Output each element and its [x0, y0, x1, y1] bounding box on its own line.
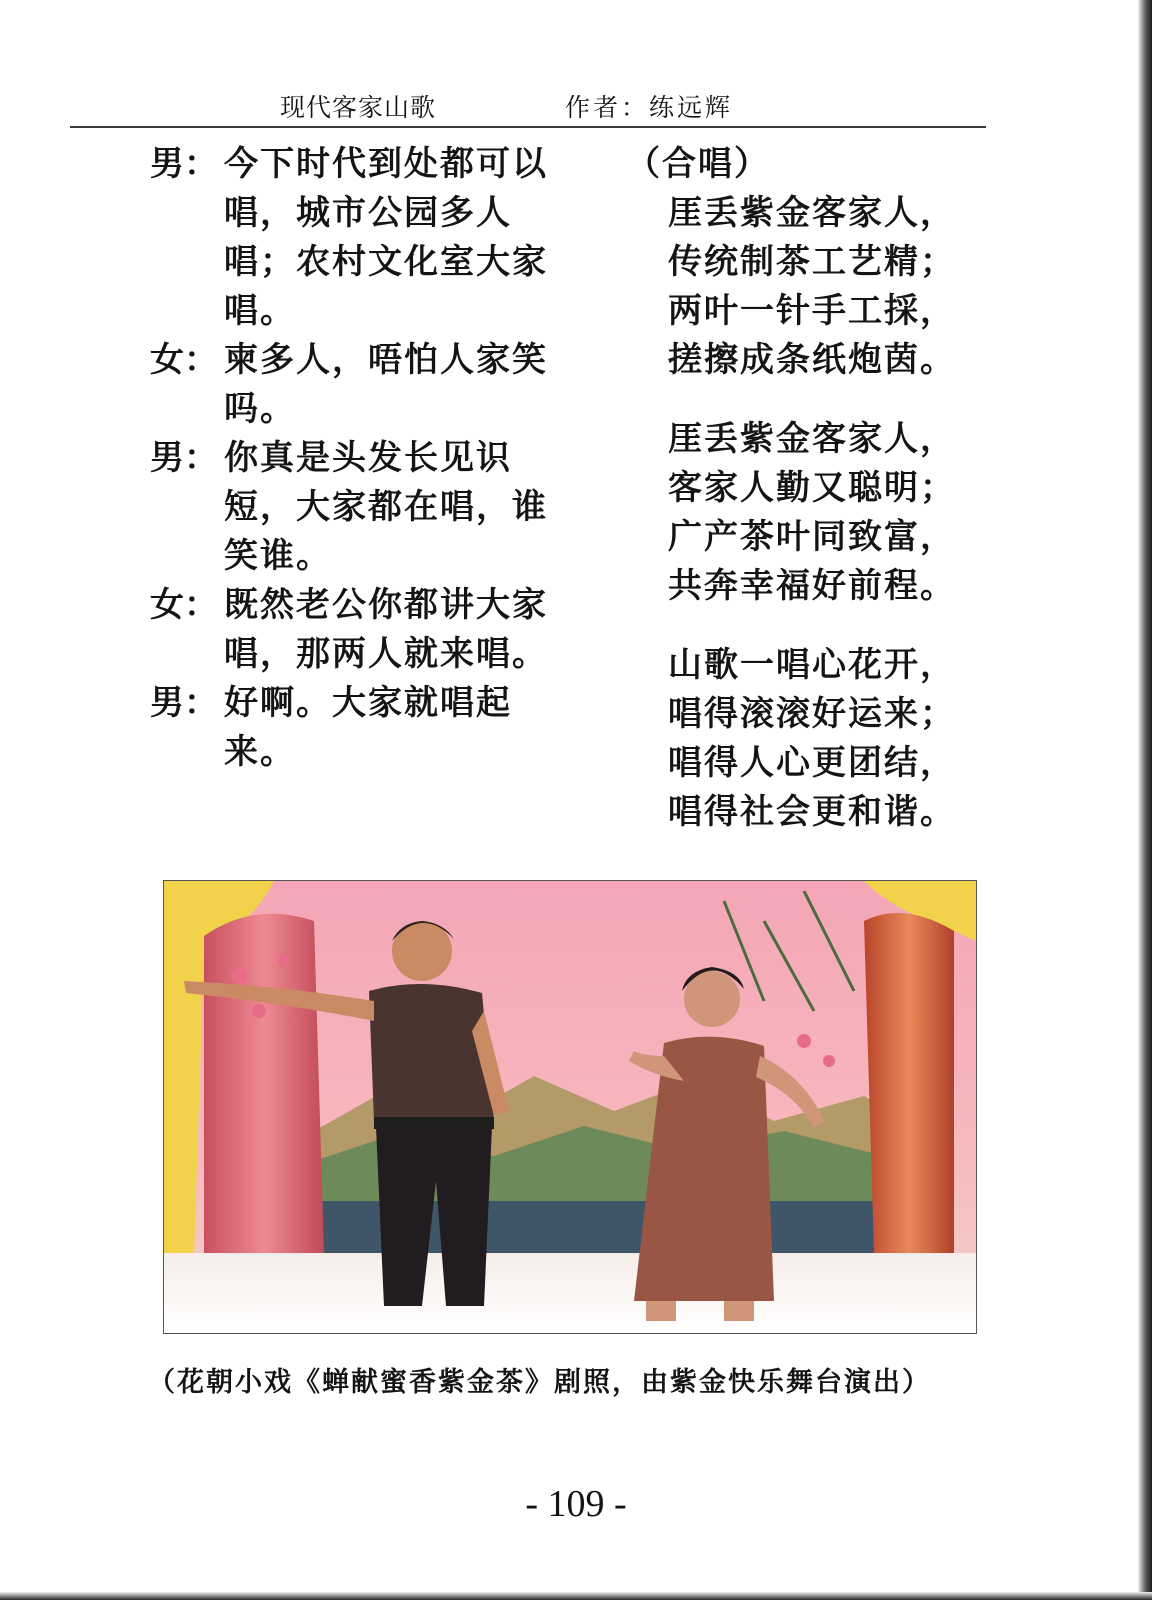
speech-text: 今下时代到处都可以唱，城市公园多人唱；农村文化室大家唱。 — [224, 144, 548, 331]
verse-line: 搓擦成条纸炮茵。 — [668, 340, 956, 380]
pink-curtain-left — [204, 914, 324, 1253]
page-number: - 109 - — [525, 1483, 627, 1525]
author-credit: 作者：练远辉 — [565, 93, 734, 122]
speech-text: 柬多人，唔怕人家笑吗。 — [224, 340, 548, 429]
stanza — [668, 189, 970, 385]
page-edge-shadow-bottom — [0, 1592, 1152, 1600]
speaker-label: 女： — [150, 585, 218, 625]
verse-line: 唱得滚滚好运来； — [668, 694, 956, 734]
verse-line: 共奔幸福好前程。 — [668, 566, 956, 606]
dialogue-line — [150, 434, 550, 581]
speaker-label: 女： — [150, 340, 218, 380]
book-title: 现代客家山歌 — [280, 93, 437, 122]
page-edge-shadow-right — [1138, 0, 1152, 1600]
speech-text: 你真是头发长见识短，大家都在唱，谁笑谁。 — [224, 438, 548, 576]
speaker-label: 男： — [150, 683, 218, 723]
verse-line: 厓丢紫金客家人， — [668, 193, 956, 233]
stage-floor — [164, 1253, 976, 1333]
verse-line: 传统制茶工艺精； — [668, 242, 956, 282]
speaker-label: 男： — [150, 144, 218, 184]
verse-line: 山歌一唱心花开， — [668, 645, 956, 685]
orange-curtain-right — [864, 913, 954, 1253]
stanza — [668, 641, 970, 837]
chorus-heading: （合唱） — [626, 144, 770, 184]
verse-line: 两叶一针手工採， — [668, 291, 956, 331]
verse-line: 厓丢紫金客家人， — [668, 419, 956, 459]
stage-performance-photo — [163, 880, 977, 1334]
dialogue-line — [150, 581, 550, 679]
dialogue-line — [150, 679, 550, 777]
stanza — [668, 415, 970, 611]
dialogue-line — [150, 336, 550, 434]
speaker-label: 男： — [150, 438, 218, 478]
running-header — [70, 86, 986, 128]
verse-line: 唱得社会更和谐。 — [668, 792, 956, 832]
chorus-column — [626, 140, 970, 837]
dialogue-line — [150, 140, 550, 336]
verse-line: 客家人勤又聪明； — [668, 468, 956, 508]
speech-text: 既然老公你都讲大家唱，那两人就来唱。 — [224, 585, 548, 674]
verse-line: 广产茶叶同致富， — [668, 517, 956, 557]
dialogue-column — [150, 140, 550, 777]
speech-text: 好啊。大家就唱起来。 — [224, 683, 512, 772]
verse-line: 唱得人心更团结， — [668, 743, 956, 783]
photo-caption: （花朝小戏《蝉献蜜香紫金茶》剧照，由紫金快乐舞台演出） — [148, 1367, 931, 1398]
